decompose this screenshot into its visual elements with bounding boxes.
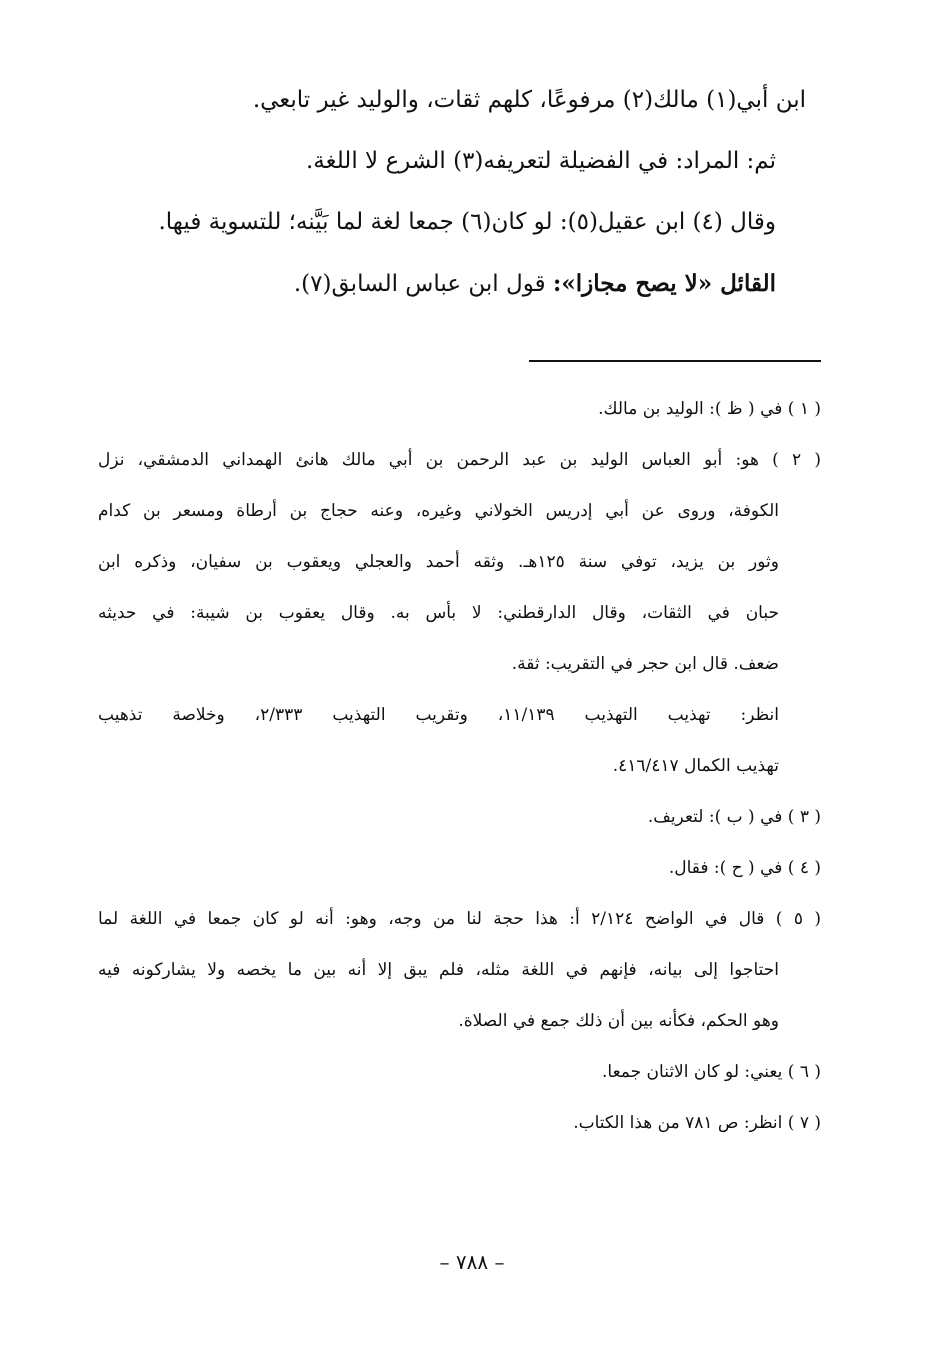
footnote-2-line-6: انظر: تهذيب التهذيب ١١/١٣٩، وتقريب التهذيب ٢/٣٣٣، وخلاصة تذهيب (98, 705, 779, 725)
footnote-2-line-4: حبان في الثقات، وقال الدارقطني: لا بأس به. وقال يعقوب بن شيبة: في حديثه (98, 603, 779, 623)
footnote-6: ( ٦ ) يعني: لو كان الاثنان جمعا. (602, 1062, 821, 1082)
main-line-2: ثم: المراد: في الفضيلة لتعريفه(٣) الشرع لا اللغة. (305, 148, 776, 174)
footnote-1: ( ١ ) في ( ظ ): الوليد بن مالك. (598, 399, 821, 419)
footnote-2-line-7: تهذيب الكمال ٤١٦/٤١٧. (612, 756, 779, 776)
footnote-4: ( ٤ ) في ( ح ): فقال. (668, 858, 821, 878)
footnote-2-line-1: ( ٢ ) هو: أبو العباس الوليد بن عبد الرحمن بن أبي مالك هانئ الهمداني الدمشقي، نزل (98, 450, 821, 470)
footnote-2-line-5: ضعف. قال ابن حجر في التقريب: ثقة. (511, 654, 779, 674)
footnote-3: ( ٣ ) في ( ب ): لتعريف. (647, 807, 821, 827)
footnote-2-line-3: وثور بن يزيد، توفي سنة ١٢٥هـ. وثقه أحمد والعجلي ويعقوب بن سفيان، وذكره ابن (98, 552, 779, 572)
page-number: – ٧٨٨ – (439, 1250, 505, 1274)
footnote-2-line-2: الكوفة، وروى عن أبي إدريس الخولاني وغيره، وعنه حجاج بن أرطاة ومسعر بن كدام (98, 501, 779, 521)
main-text (96, 70, 806, 315)
footnote-separator (529, 360, 821, 362)
main-line-1: ابن أبي(١) مالك(٢) مرفوعًا، كلهم ثقات، والوليد غير تابعي. (252, 87, 806, 113)
footnotes (98, 384, 821, 1149)
footnote-5-line-1: ( ٥ ) قال في الواضح ٢/١٢٤ أ: هذا حجة لنا من وجه، وهو: أنه لو كان جمعا في اللغة لما (98, 909, 822, 929)
main-line-4-text: قول ابن عباس السابق(٧). (293, 271, 546, 297)
main-line-4 (96, 253, 806, 315)
footnote-5-line-3: وهو الحكم، فكأنه بين أن ذلك جمع في الصلاة. (458, 1011, 779, 1031)
main-line-3: وقال (٤) ابن عقيل(٥): لو كان(٦) جمعا لغة لما بَيَّنه؛ للتسوية فيها. (158, 209, 776, 235)
footnote-5-line-2: احتاجوا إلى بيانه، فإنهم في اللغة مثله، فلم يبق إلا أنه بين ما يخصه ولا يشاركونه فيه (98, 960, 779, 980)
footnote-7: ( ٧ ) انظر: ص ٧٨١ من هذا الكتاب. (573, 1113, 821, 1133)
heading-bold: القائل «لا يصح مجازا»: (552, 270, 776, 297)
